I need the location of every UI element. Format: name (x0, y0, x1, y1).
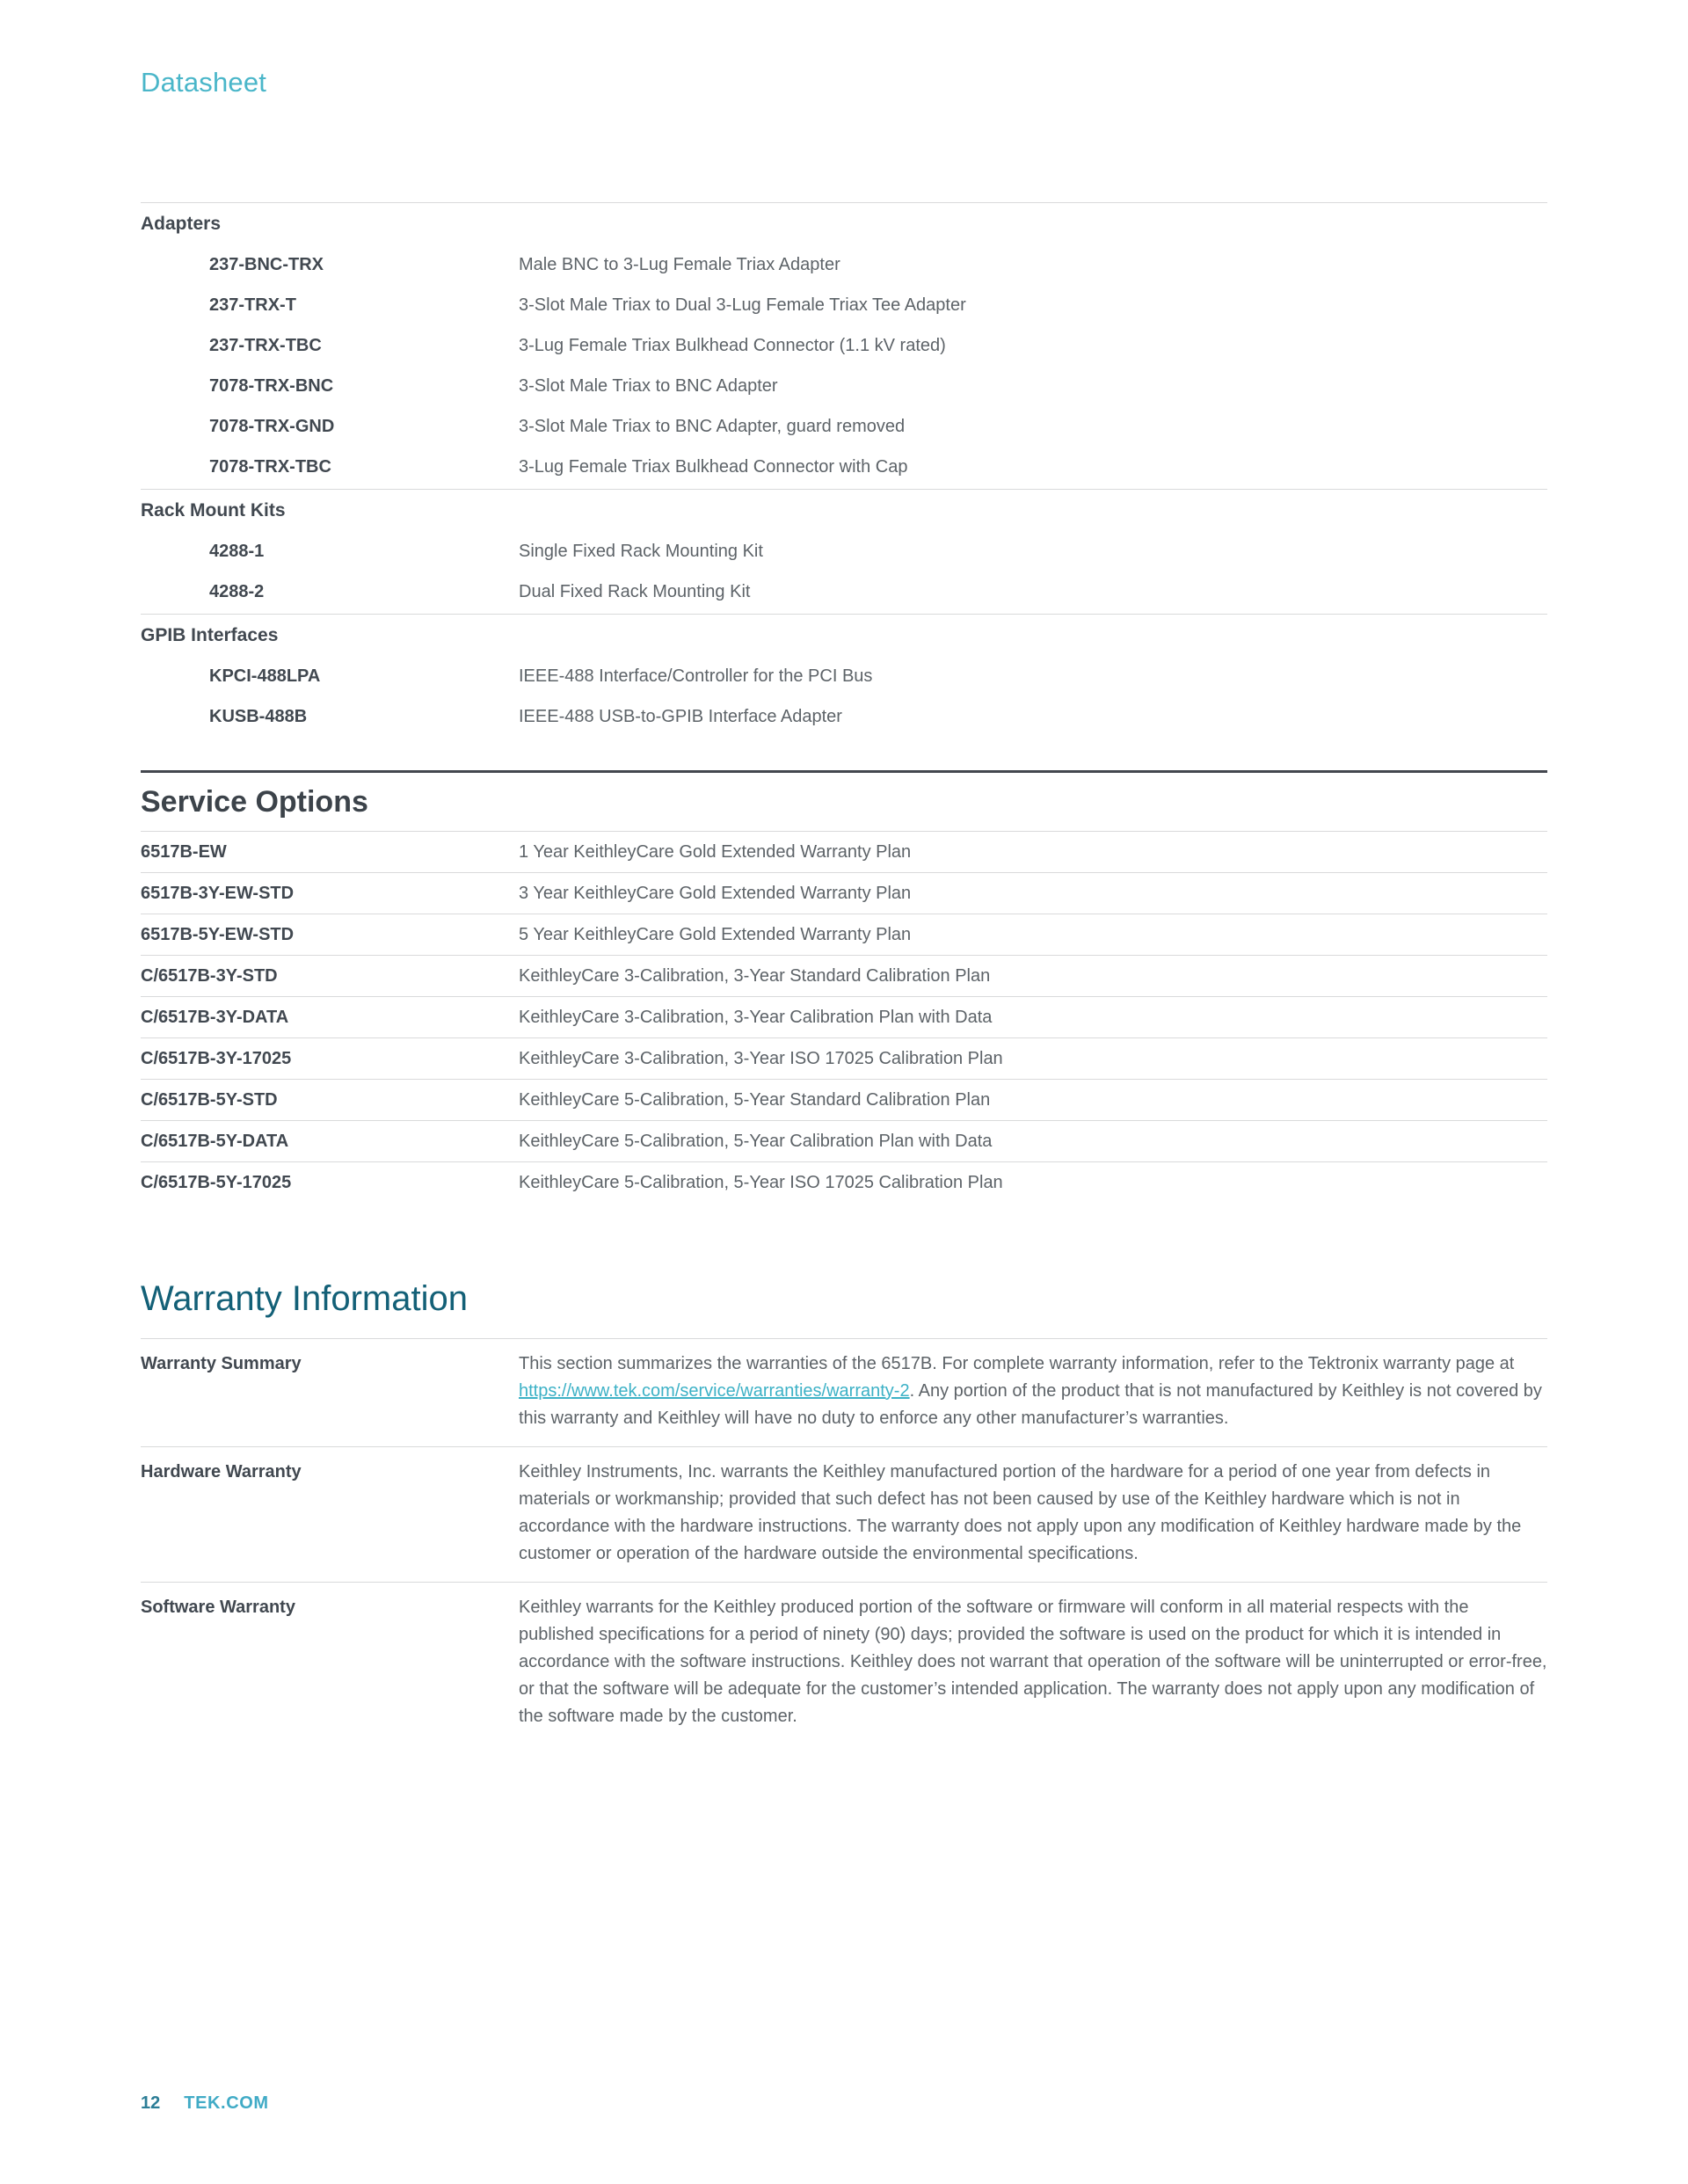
accessories-section-rack-mount-kits (141, 490, 1547, 615)
description-cell: 3 Year KeithleyCare Gold Extended Warranty Plan (519, 883, 912, 903)
service-options-table (141, 831, 1547, 1204)
service-options-section (141, 770, 1547, 1204)
warranty-row-hardware (141, 1447, 1547, 1583)
page-footer (141, 2093, 269, 2114)
part-number-cell: 6517B-3Y-EW-STD (141, 883, 295, 903)
table-row (141, 325, 1547, 366)
section-label-rack-mount-kits: Rack Mount Kits (141, 500, 286, 521)
description-cell: 3-Slot Male Triax to BNC Adapter (519, 375, 778, 396)
part-number-cell: C/6517B-5Y-DATA (141, 1131, 289, 1151)
warranty-row-label: Software Warranty (141, 1598, 295, 1617)
description-cell: KeithleyCare 5-Calibration, 5-Year Calibration Plan with Data (519, 1131, 993, 1151)
warranty-row-label: Hardware Warranty (141, 1462, 302, 1481)
warranty-row-text: Keithley warrants for the Keithley produced portion of the software or firmware will conform in all material respects with the published specifications for a period of ninety (90) days; provided the software is used on the product for which it is intended in accordance with the software instructions. Keithley does not warrant that operation of the software will be uninterrupted or error-free, or that the software will be adequate for the customer’s intended application. The warranty does not apply upon any modification of the software made by the customer. (519, 1598, 1547, 1726)
part-number-cell: 4288-2 (209, 581, 265, 601)
table-row (141, 366, 1547, 406)
warranty-row-software (141, 1583, 1547, 1744)
page-number: 12 (141, 2093, 161, 2113)
warranty-table (141, 1338, 1547, 1744)
section-label-gpib-interfaces: GPIB Interfaces (141, 625, 279, 645)
part-number-cell: 237-TRX-TBC (209, 335, 322, 355)
part-number-cell: 6517B-5Y-EW-STD (141, 924, 295, 944)
table-row (141, 244, 1547, 285)
description-cell: IEEE-488 USB-to-GPIB Interface Adapter (519, 706, 842, 726)
warranty-information-section (141, 1279, 1547, 1744)
warranty-row-text: Keithley Instruments, Inc. warrants the Keithley manufactured portion of the hardware for a period of one year from defects in materials or workmanship; provided that such defect has not been caused by use of the Keithley hardware which is not in accordance with the hardware instructions. The warranty does not apply upon any modification of Keithley hardware made by the customer or operation of the hardware outside the environmental specifications. (519, 1462, 1522, 1563)
tek-com-link[interactable]: TEK.COM (184, 2093, 269, 2113)
part-number-cell: C/6517B-5Y-17025 (141, 1173, 292, 1192)
description-cell: KeithleyCare 3-Calibration, 3-Year Calibration Plan with Data (519, 1007, 993, 1027)
description-cell: IEEE-488 Interface/Controller for the PCI Bus (519, 666, 873, 686)
description-cell: 1 Year KeithleyCare Gold Extended Warranty Plan (519, 841, 912, 862)
part-number-cell: C/6517B-3Y-STD (141, 965, 278, 986)
part-number-cell: C/6517B-5Y-STD (141, 1089, 278, 1110)
description-cell: 3-Slot Male Triax to Dual 3-Lug Female Triax Tee Adapter (519, 295, 966, 315)
datasheet-label: Datasheet (141, 67, 267, 98)
table-row (141, 914, 1547, 956)
description-cell: KeithleyCare 3-Calibration, 3-Year ISO 17025 Calibration Plan (519, 1048, 1003, 1068)
part-number-cell: C/6517B-3Y-DATA (141, 1007, 289, 1027)
table-row (141, 1038, 1547, 1080)
part-number-cell: 237-TRX-T (209, 295, 296, 315)
table-row (141, 1121, 1547, 1162)
table-row (141, 285, 1547, 325)
table-row (141, 696, 1547, 737)
table-row (141, 832, 1547, 873)
warranty-link[interactable]: https://www.tek.com/service/warranties/warranty-2 (519, 1381, 910, 1401)
table-row (141, 656, 1547, 696)
description-cell: Male BNC to 3-Lug Female Triax Adapter (519, 254, 840, 274)
description-cell: KeithleyCare 3-Calibration, 3-Year Standard Calibration Plan (519, 965, 991, 986)
table-row (141, 1162, 1547, 1204)
part-number-cell: 7078-TRX-TBC (209, 456, 331, 477)
part-number-cell: 237-BNC-TRX (209, 254, 324, 274)
part-number-cell: 7078-TRX-BNC (209, 375, 334, 396)
table-row (141, 571, 1547, 612)
part-number-cell: KUSB-488B (209, 706, 308, 726)
accessories-section-adapters (141, 203, 1547, 490)
warranty-row-text (519, 1350, 1547, 1432)
table-row (141, 956, 1547, 997)
description-cell: 3-Slot Male Triax to BNC Adapter, guard removed (519, 416, 906, 436)
part-number-cell: 4288-1 (209, 541, 265, 561)
accessories-table (141, 203, 1547, 739)
description-cell: 3-Lug Female Triax Bulkhead Connector (1.1 kV rated) (519, 335, 946, 355)
table-row (141, 531, 1547, 571)
description-cell: Single Fixed Rack Mounting Kit (519, 541, 763, 561)
part-number-cell: C/6517B-3Y-17025 (141, 1048, 292, 1068)
part-number-cell: KPCI-488LPA (209, 666, 321, 686)
description-cell: 5 Year KeithleyCare Gold Extended Warranty Plan (519, 924, 912, 944)
table-row (141, 997, 1547, 1038)
description-cell: KeithleyCare 5-Calibration, 5-Year Standard Calibration Plan (519, 1089, 991, 1110)
warranty-row-label: Warranty Summary (141, 1354, 302, 1373)
part-number-cell: 7078-TRX-GND (209, 416, 335, 436)
accessories-section-gpib-interfaces (141, 615, 1547, 739)
description-cell: 3-Lug Female Triax Bulkhead Connector with Cap (519, 456, 908, 477)
table-row (141, 406, 1547, 447)
table-row (141, 447, 1547, 487)
section-label-adapters: Adapters (141, 214, 222, 234)
table-row (141, 1080, 1547, 1121)
warranty-summary-text-after: . Any portion of the product that is not manufactured by Keithley is not covered by this warranty and Keithley will have no duty to enforce any other manufacturer’s warranties. (519, 1381, 1542, 1428)
description-cell: Dual Fixed Rack Mounting Kit (519, 581, 751, 601)
warranty-summary-text-before: This section summarizes the warranties of the 6517B. For complete warranty information, refer to the Tektronix warranty page at (519, 1354, 1515, 1373)
description-cell: KeithleyCare 5-Calibration, 5-Year ISO 17025 Calibration Plan (519, 1173, 1003, 1192)
warranty-row-summary (141, 1339, 1547, 1447)
table-row (141, 873, 1547, 914)
service-options-title: Service Options (141, 785, 368, 819)
warranty-title: Warranty Information (141, 1279, 468, 1318)
part-number-cell: 6517B-EW (141, 841, 227, 862)
page-content (141, 0, 1547, 1744)
